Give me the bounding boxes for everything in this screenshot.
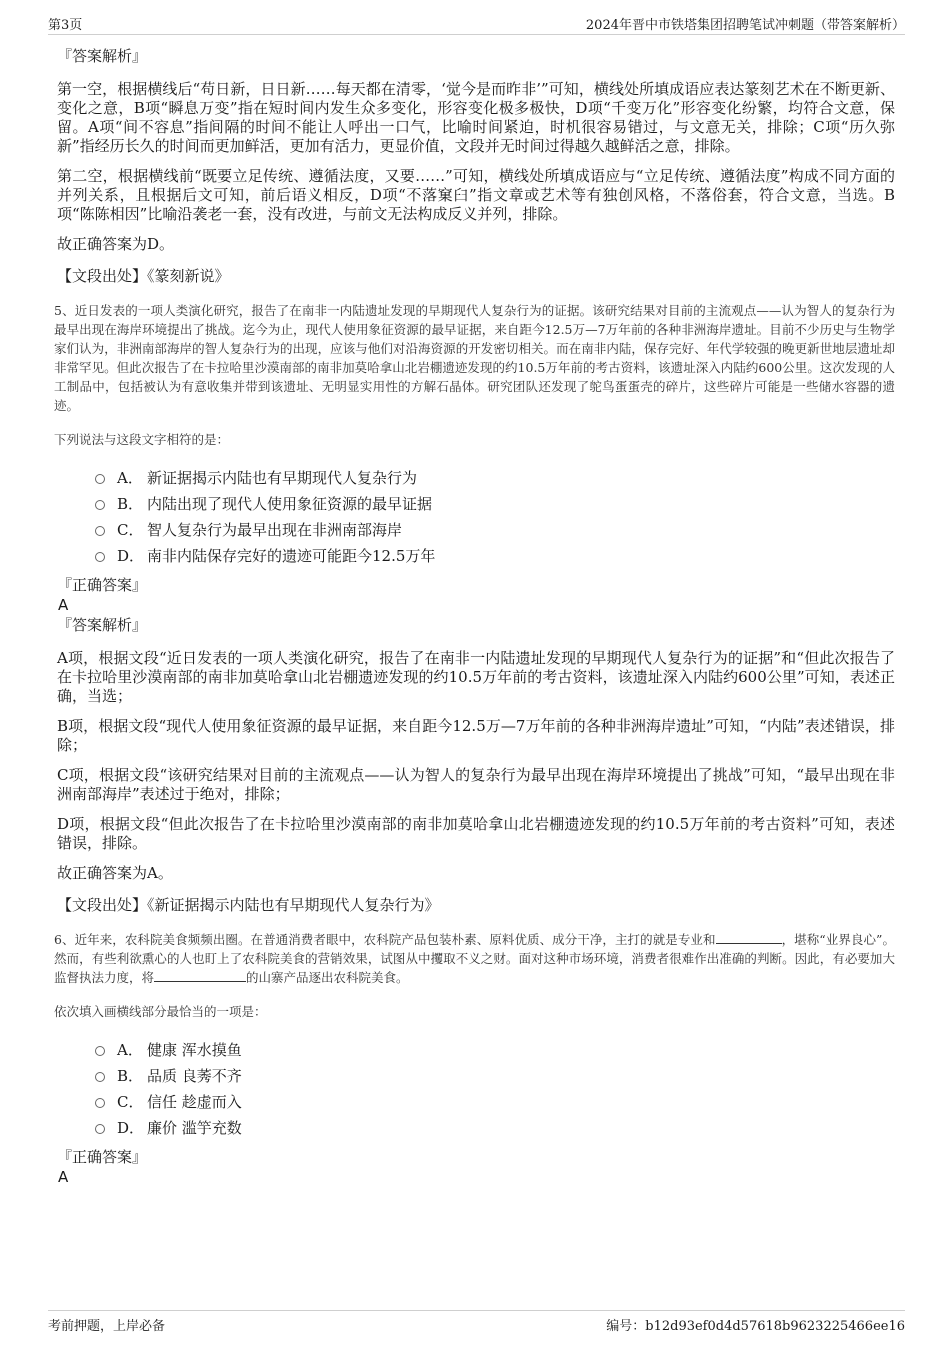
radio-icon[interactable] <box>95 1098 105 1108</box>
fill-blank-2[interactable] <box>154 969 246 982</box>
radio-icon[interactable] <box>95 500 105 510</box>
q5-source: 【文段出处】《新证据揭示内陆也有早期现代人复杂行为》 <box>57 896 440 914</box>
q5-analysis-c: C项，根据文段“该研究结果对目前的主流观点——认为智人的复杂行为最早出现在海岸环境提出了挑战”可知，“最早出现在非洲南部海岸”表述过于绝对，排除； <box>57 766 895 803</box>
radio-icon[interactable] <box>95 474 105 484</box>
fill-blank-1[interactable] <box>716 931 782 944</box>
q6-stem: 6、近年来，农科院美食频频出圈。在普通消费者眼中，农科院产品包装朴素、原料优质、成分干净，主打的就是专业和 ，堪称“业界良心”。然而，有些利欲熏心的人也盯上了农科院美食的营销效果，试图从中攫取不义之财。面对这种市场环境，消费者很难作出准确的判断。因此，有必要加大监督执法力度，将 的山寨产品逐出农科院美食。 <box>54 932 895 985</box>
radio-icon[interactable] <box>95 552 105 562</box>
q5-option-b[interactable]: B． 内陆出现了现代人使用象征资源的最早证据 <box>95 491 895 517</box>
page-content <box>54 46 895 1187</box>
q6-option-a[interactable]: A． 健康 浑水摸鱼 <box>95 1037 895 1063</box>
radio-icon[interactable] <box>95 1072 105 1082</box>
q6-option-b[interactable]: B． 品质 良莠不齐 <box>95 1063 895 1089</box>
q6-prompt: 依次填入画横线部分最恰当的一项是： <box>54 1004 267 1019</box>
q6-answer: A <box>58 1168 69 1186</box>
q5-analysis-label: 『答案解析』 <box>57 616 148 634</box>
q5-option-c[interactable]: C． 智人复杂行为最早出现在非洲南部海岸 <box>95 517 895 543</box>
q5-conclusion: 故正确答案为A。 <box>57 864 173 882</box>
q5-option-d[interactable]: D． 南非内陆保存完好的遗迹可能距今12.5万年 <box>95 543 895 569</box>
page-header <box>48 14 905 35</box>
q4-conclusion: 故正确答案为D。 <box>57 235 175 253</box>
radio-icon[interactable] <box>95 1124 105 1134</box>
document-title: 2024年晋中市铁塔集团招聘笔试冲刺题（带答案解析） <box>585 18 905 33</box>
radio-icon[interactable] <box>95 526 105 536</box>
q4-analysis-label: 『答案解析』 <box>57 47 148 65</box>
page-number: 第3页 <box>48 18 83 33</box>
q4-analysis-paragraph-2: 第二空，根据横线前“既要立足传统、遵循法度，又要……”可知，横线处所填成语应与“立足传统、遵循法度”构成不同方面的并列关系，且根据后文可知，前后语义相反，D项“不落窠臼”指文章或艺术等有独创风格，不落俗套，符合文意，当选。B项“陈陈相因”比喻沿袭老一套，没有改进，与前文无法构成反义并列，排除。 <box>57 167 895 223</box>
document-id: 编号：b12d93ef0d4d57618b9623225466ee16 <box>606 1319 905 1334</box>
q5-analysis-d: D项，根据文段“但此次报告了在卡拉哈里沙漠南部的南非加莫哈拿山北岩棚遗迹发现的约10.5万年前的考古资料”可知，表述错误，排除。 <box>57 815 895 852</box>
q5-answer: A <box>58 596 69 614</box>
q5-analysis-b: B项，根据文段“现代人使用象征资源的最早证据，来自距今12.5万—7万年前的各种非洲海岸遗址”可知，“内陆”表述错误，排除； <box>57 717 895 754</box>
q4-source: 【文段出处】《篆刻新说》 <box>57 267 230 285</box>
q6-option-d[interactable]: D． 廉价 滥竽充数 <box>95 1115 895 1141</box>
footer-slogan: 考前押题，上岸必备 <box>48 1319 166 1334</box>
q5-answer-label: 『正确答案』 <box>57 576 148 594</box>
page-footer <box>48 1310 905 1335</box>
q4-analysis-paragraph-1: 第一空，根据横线后“苟日新，日日新……每天都在清零，‘觉今是而昨非’”可知，横线处所填成语应表达篆刻艺术在不断更新、变化之意，B项“瞬息万变”指在短时间内发生众多变化，形容变化极多极快，D项“千变万化”形容变化纷繁，均符合文意，保留。A项“间不容息”指间隔的时间不能让人呼出一口气，比喻时间紧迫，时机很容易错过，与文意无关，排除；C项“历久弥新”指经历长久的时间而更加鲜活，更加有活力，更显价值，文段并无时间过得越久越鲜活之意，排除。 <box>57 80 895 155</box>
q6-options <box>57 1037 895 1141</box>
q5-options <box>57 465 895 569</box>
q5-analysis-a: A项，根据文段“近日发表的一项人类演化研究，报告了在南非一内陆遗址发现的早期现代人复杂行为的证据”和“但此次报告了在卡拉哈里沙漠南部的南非加莫哈拿山北岩棚遗迹发现的约10.5万年前的考古资料，该遗址深入内陆约600公里”可知，表述正确，当选； <box>57 649 895 705</box>
q6-option-c[interactable]: C． 信任 趁虚而入 <box>95 1089 895 1115</box>
q5-stem: 5、近日发表的一项人类演化研究，报告了在南非一内陆遗址发现的早期现代人复杂行为的证据。该研究结果对目前的主流观点——认为智人的复杂行为最早出现在海岸环境提出了挑战。迄今为止，现代人使用象征资源的最早证据，来自距今12.5万—7万年前的各种非洲海岸遗址。目前不少历史与生物学家们认为，非洲南部海岸的智人复杂行为的出现，应该与他们对沿海资源的开发密切相关。而在南非内陆，保存完好、年代学较强的晚更新世地层遗址却非常罕见。但此次报告了在卡拉哈里沙漠南部的南非加莫哈拿山北岩棚遗迹发现的约10.5万年前的考古资料，该遗址深入内陆约600公里。这次发现的人工制品中，包括被认为有意收集并带到该遗址、无明显实用性的方解石晶体。研究团队还发现了鸵鸟蛋蛋壳的碎片，这些碎片可能是一些储水容器的遗迹。 <box>54 303 895 413</box>
q5-prompt: 下列说法与这段文字相符的是： <box>54 432 230 447</box>
radio-icon[interactable] <box>95 1046 105 1056</box>
q5-option-a[interactable]: A． 新证据揭示内陆也有早期现代人复杂行为 <box>95 465 895 491</box>
q6-answer-label: 『正确答案』 <box>57 1148 148 1166</box>
